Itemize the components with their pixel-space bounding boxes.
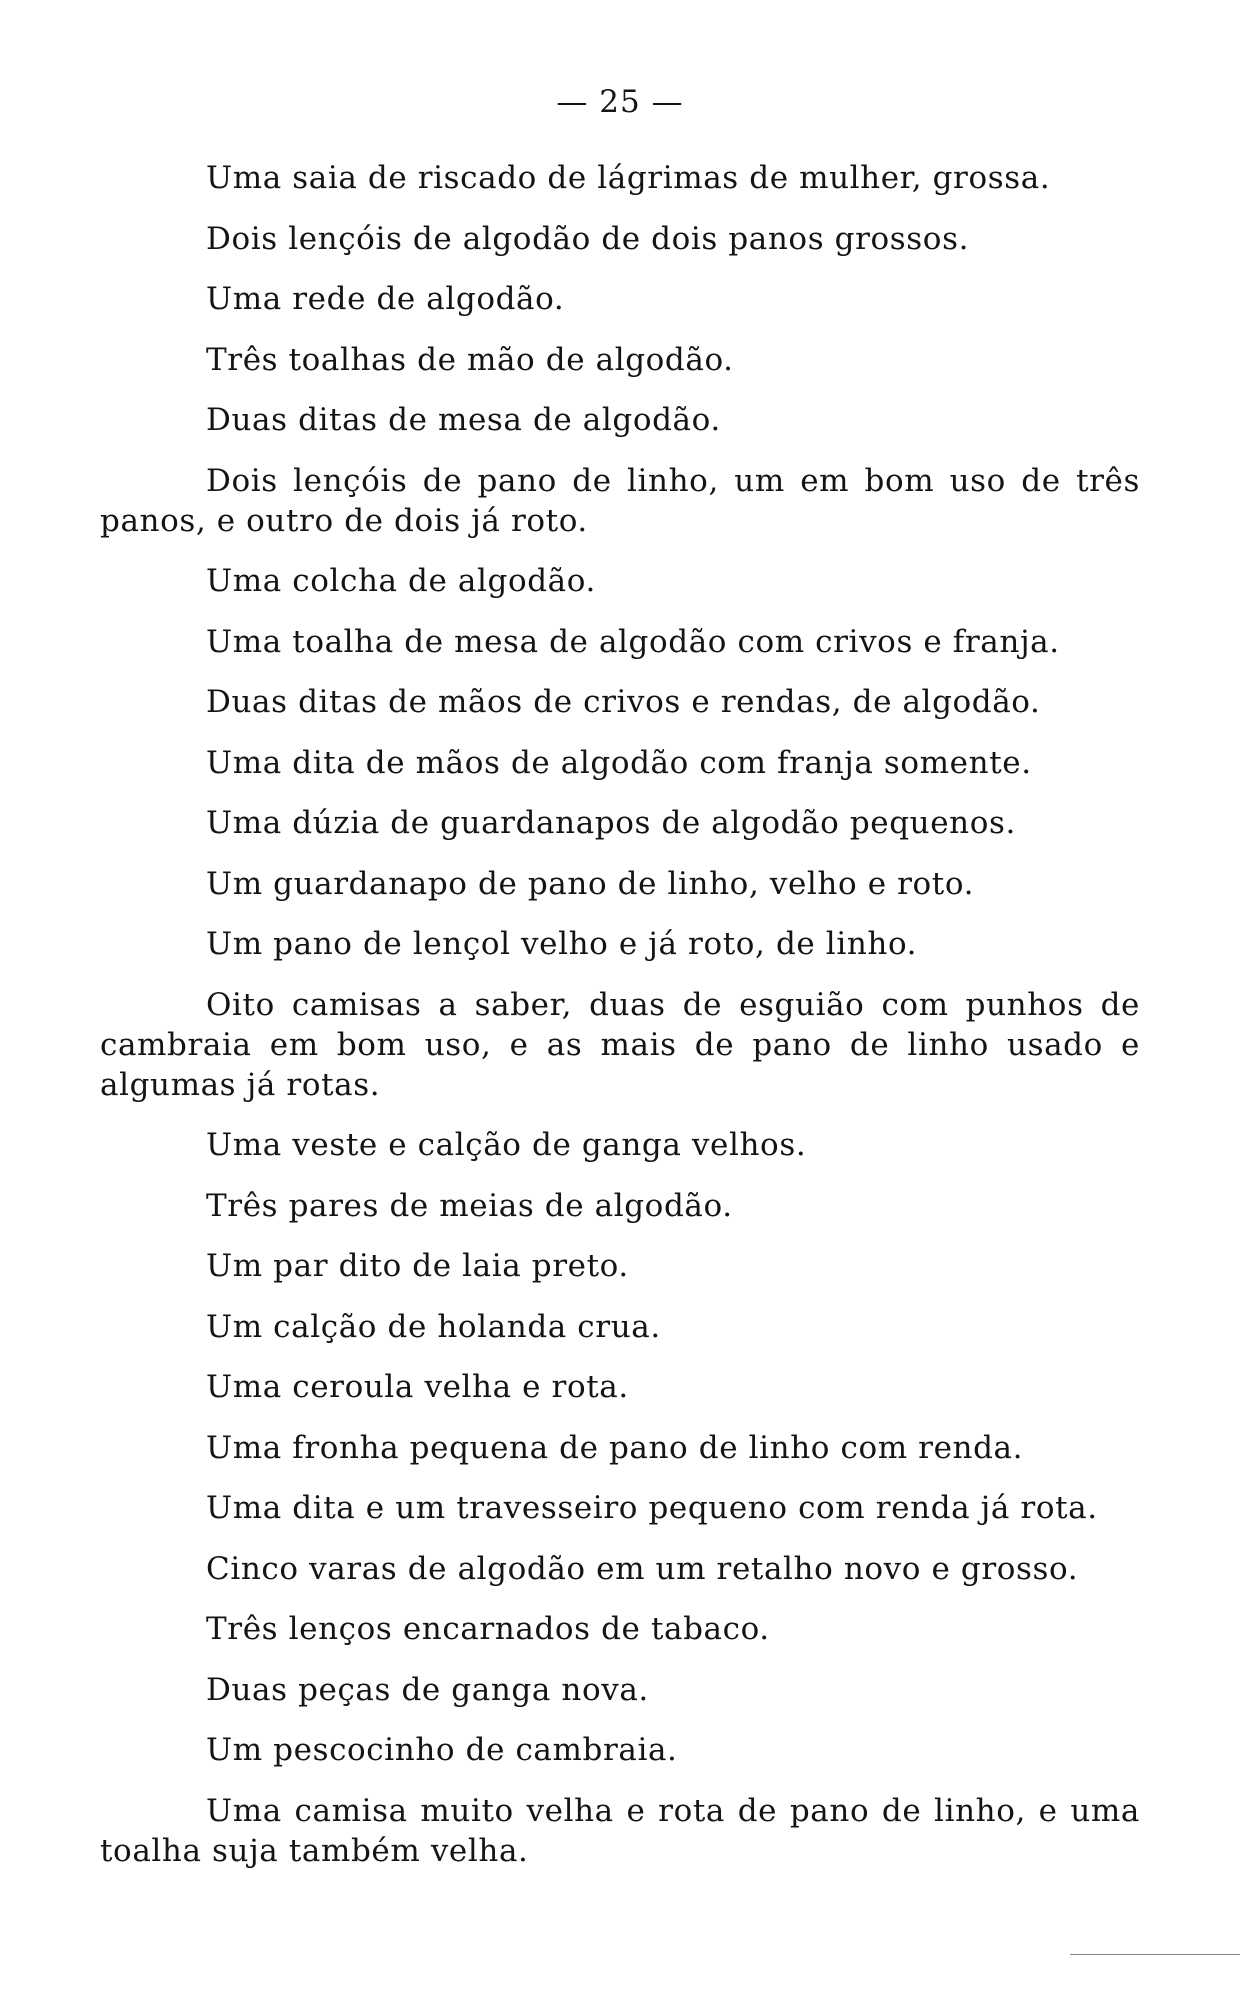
list-item: Dois lençóis de algodão de dois panos grossos. — [206, 220, 970, 257]
list-item: Uma colcha de algodão. — [206, 563, 596, 599]
list-item: Oito camisas a saber, duas de esguião com punhos de cambraia em bom uso, e as mais de pano de linho usado e algumas já rotas. — [100, 986, 1140, 1103]
list-item: Uma ceroula velha e rota. — [206, 1369, 629, 1405]
list-item: Dois lençóis de pano de linho, um em bom uso de três panos, e outro de dois já roto. — [100, 462, 1140, 539]
list-item: Um pescocinho de cambraia. — [206, 1732, 678, 1768]
page-number: — 25 — — [556, 84, 684, 120]
list-item: Uma fronha pequena de pano de linho com renda. — [206, 1429, 1024, 1466]
list-item: Duas ditas de mãos de crivos e rendas, de algodão. — [206, 684, 1041, 720]
list-item: Uma saia de riscado de lágrimas de mulher, grossa. — [206, 160, 1051, 196]
list-item: Duas peças de ganga nova. — [206, 1671, 649, 1708]
list-item: Uma dita e um travesseiro pequeno com renda já rota. — [206, 1490, 1098, 1526]
list-item: Três lenços encarnados de tabaco. — [206, 1611, 770, 1647]
inventory-list — [100, 158, 1140, 1891]
list-item: Cinco varas de algodão em um retalho novo e grosso. — [206, 1550, 1079, 1587]
list-item: Uma veste e calção de ganga velhos. — [206, 1127, 807, 1163]
list-item: Uma rede de algodão. — [206, 281, 565, 317]
list-item: Três toalhas de mão de algodão. — [206, 341, 734, 378]
list-item: Uma toalha de mesa de algodão com crivos e franja. — [206, 623, 1060, 660]
list-item: Um guardanapo de pano de linho, velho e roto. — [206, 865, 975, 902]
list-item: Três pares de meias de algodão. — [206, 1187, 733, 1224]
list-item: Duas ditas de mesa de algodão. — [206, 402, 721, 438]
list-item: Um calção de holanda crua. — [206, 1308, 661, 1345]
list-item: Uma camisa muito velha e rota de pano de linho, e uma toalha suja também velha. — [100, 1792, 1140, 1869]
list-item: Um pano de lençol velho e já roto, de linho. — [206, 926, 918, 962]
list-item: Um par dito de laia preto. — [206, 1248, 629, 1284]
list-item: Uma dúzia de guardanapos de algodão pequenos. — [206, 805, 1016, 841]
footer-rule — [1070, 1954, 1240, 1955]
list-item: Uma dita de mãos de algodão com franja somente. — [206, 744, 1032, 781]
